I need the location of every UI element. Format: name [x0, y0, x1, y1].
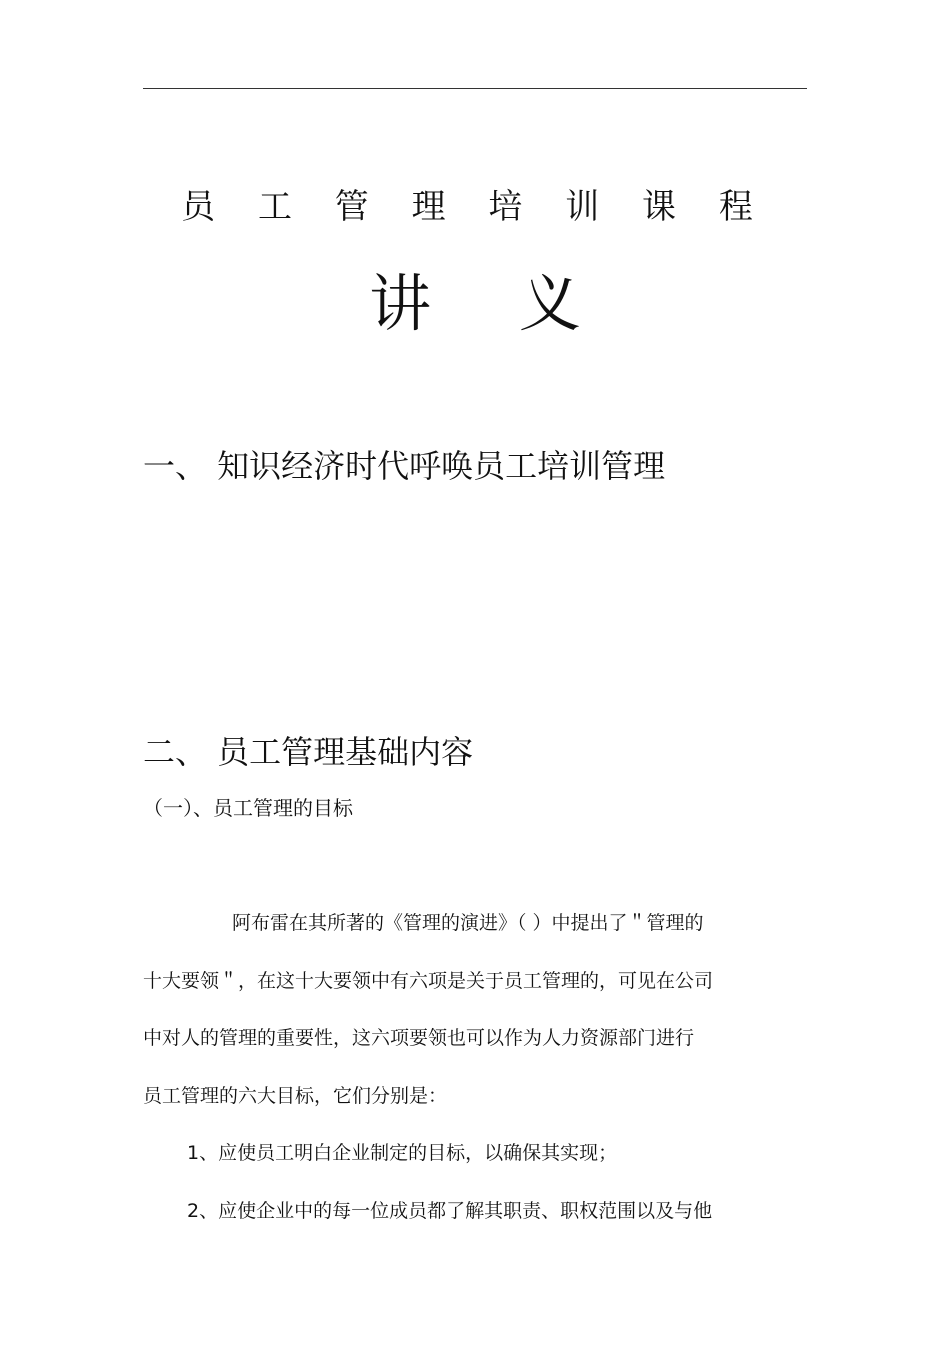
- document-title: 员 工 管 理 培 训 课 程: [181, 187, 769, 227]
- paragraph-line: 阿布雷在其所著的《管理的演进》（ ）中提出了＂管理的: [232, 912, 704, 934]
- section-heading-2: 二、 员工管理基础内容: [143, 733, 474, 771]
- paragraph-line: 中对人的管理的重要性，这六项要领也可以作为人力资源部门进行: [143, 1027, 695, 1049]
- subsection-heading: （一）、员工管理的目标: [143, 796, 353, 820]
- document-subtitle: 讲 义: [369, 267, 615, 340]
- header-rule: [143, 88, 807, 89]
- paragraph-line: 十大要领＂，在这十大要领中有六项是关于员工管理的，可见在公司: [143, 970, 714, 992]
- list-item: 1、应使员工明白企业制定的目标，以确保其实现；: [187, 1142, 618, 1164]
- section-heading-1: 一、 知识经济时代呼唤员工培训管理: [143, 447, 666, 485]
- paragraph-line: 员工管理的六大目标，它们分别是：: [143, 1085, 448, 1107]
- list-item: 2、应使企业中的每一位成员都了解其职责、职权范围以及与他: [187, 1200, 713, 1222]
